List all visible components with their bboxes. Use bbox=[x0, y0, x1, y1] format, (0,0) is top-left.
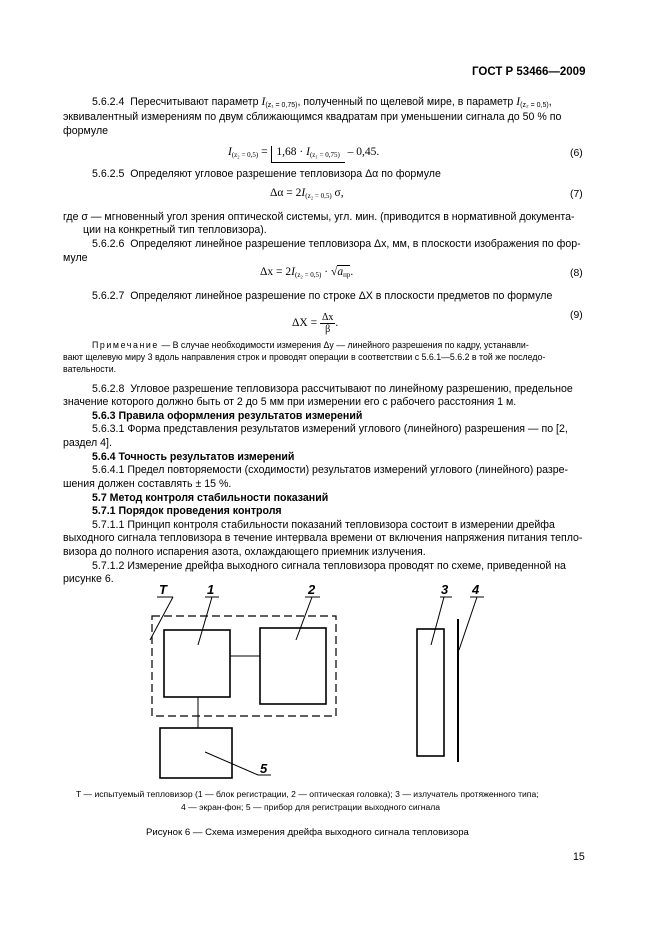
leader-2 bbox=[296, 597, 312, 640]
heading-5-6-3: 5.6.3 Правила оформления результатов измерений bbox=[92, 410, 363, 422]
note-text: — В случае необходимости измерения Δy — линейного разрешения по кадру, устанавли- bbox=[161, 340, 529, 350]
paragraph-5-6-2-8-line2: значение которого должно быть от 2 до 5 мм при измерении его с рабочего расстояния 1 м. bbox=[63, 396, 517, 408]
paragraph-5-6-2-4-line1: 5.6.2.4 Пересчитывают параметр $I_{(z_1 = 0,75)}$, полученный по щелевой мире, в параметр $I_{(z_2 = 0,5)}$, bbox=[92, 96, 552, 109]
equation-number-7: (7) bbox=[570, 189, 583, 200]
eq-tail: – 0,45. bbox=[347, 146, 380, 158]
leader-1 bbox=[198, 597, 212, 645]
label-5: 5 bbox=[260, 761, 268, 776]
paragraph-5-7-1-1-line3: визора до полного испарения азота, охлаждающего приемник излучения. bbox=[63, 546, 426, 558]
equation-8: $\Delta x = 2I_{(z_2 = 0,5)} \cdot √a_{пр}$. bbox=[260, 266, 354, 279]
sigma-definition-line1: где σ — мгновенный угол зрения оптической системы, угл. мин. (приводится в нормативной документа- bbox=[63, 211, 575, 223]
paragraph-number: 5.6.2.5 bbox=[92, 168, 125, 180]
paragraph-5-7-1-1-line2: выходного сигнала тепловизора в течение интервала времени от включения напряжения питания тепло- bbox=[63, 532, 583, 544]
label-3: 3 bbox=[441, 582, 449, 597]
eq-symbol: I bbox=[291, 266, 295, 278]
figure-legend-line1: T — испытуемый тепловизор (1 — блок регистрации, 2 — оптическая головка); 3 — излучатель протяженного типа; bbox=[76, 789, 539, 799]
eq-denominator: β bbox=[325, 324, 331, 335]
leader-4 bbox=[459, 597, 477, 650]
eq-coefficient: 1,68 · bbox=[276, 146, 304, 158]
param-symbol: I bbox=[516, 96, 521, 108]
paragraph-number: 5.6.2.4 bbox=[92, 96, 125, 108]
paragraph-number: 5.6.2.8 bbox=[92, 383, 125, 395]
equation-number-6: (6) bbox=[570, 148, 583, 159]
heading-5-7: 5.7 Метод контроля стабильности показаний bbox=[92, 492, 329, 504]
note-label: Примечание bbox=[92, 340, 159, 350]
optical-head-block bbox=[260, 628, 326, 704]
label-T: T bbox=[159, 582, 167, 597]
registration-block bbox=[164, 630, 230, 697]
paragraph-5-7-1-1-line1: 5.7.1.1 Принцип контроля стабильности показаний тепловизора состоит в измерении дрейфа bbox=[92, 519, 555, 531]
eq-lhs: Δα = 2 bbox=[270, 187, 302, 199]
paragraph-text: Угловое разрешение тепловизора рассчитывают по линейному разрешению, предельное bbox=[130, 383, 573, 395]
heading-5-6-4: 5.6.4 Точность результатов измерений bbox=[92, 451, 295, 463]
eq-lhs: ΔX = bbox=[292, 317, 318, 330]
paragraph-5-6-2-4-line2: эквивалентный измерениям по двум сближающимся квадратам при уменьшении сигнала до 50 % по bbox=[63, 111, 562, 123]
eq-subscript: (z₂ = 0,5) bbox=[231, 151, 259, 159]
equation-9: ΔX = $\frac{\Delta x}{\beta}$ . bbox=[292, 312, 339, 335]
eq-lhs: Δx = 2 bbox=[260, 266, 292, 278]
eq-symbol: I bbox=[228, 146, 232, 158]
param-symbol: I bbox=[261, 96, 266, 108]
document-header: ГОСТ Р 53466—2009 bbox=[472, 66, 586, 78]
paragraph-number: 5.6.2.7 bbox=[92, 290, 125, 302]
eq-aperture-symbol: a bbox=[337, 266, 344, 278]
paragraph-5-7-1-2-line1: 5.7.1.2 Измерение дрейфа выходного сигнала тепловизора проводят по схеме, приведенной на bbox=[92, 560, 566, 572]
paragraph-text: Определяют линейное разрешение тепловизора Δx, мм, в плоскости изображения по фор- bbox=[130, 238, 581, 250]
eq-rhs: σ, bbox=[334, 187, 344, 199]
heading-5-7-1: 5.7.1 Порядок проведения контроля bbox=[92, 505, 282, 517]
equation-6: $I_{(z_2 = 0,5)} = 1,68 \cdot I_{(z_1 = 0,75)} - 0,45$. bbox=[228, 146, 379, 163]
paragraph-5-6-2-4-line3: формуле bbox=[63, 125, 109, 137]
eq-aperture-subscript: пр bbox=[343, 271, 351, 279]
thermal-imager-outline bbox=[152, 616, 336, 716]
sigma-definition-line2: ции на конкретный тип тепловизора). bbox=[83, 224, 267, 236]
figure-caption: Рисунок 6 — Схема измерения дрейфа выходного сигнала тепловизора bbox=[146, 827, 469, 838]
param-subscript: (z₁ = 0,75) bbox=[265, 102, 298, 109]
eq-symbol: I bbox=[301, 187, 306, 199]
label-2: 2 bbox=[308, 582, 316, 597]
eq-subscript: (z₂ = 0,5) bbox=[305, 192, 332, 200]
eq-symbol: I bbox=[306, 146, 310, 158]
label-4: 4 bbox=[472, 582, 480, 597]
param-subscript: (z₂ = 0,5) bbox=[520, 102, 549, 109]
eq-subscript: (z₂ = 0,5) bbox=[294, 271, 322, 279]
eq-subscript: (z₁ = 0,75) bbox=[309, 151, 340, 159]
paragraph-5-7-1-2-line2: рисунке 6. bbox=[63, 573, 114, 585]
extended-emitter bbox=[417, 629, 444, 756]
paragraph-5-6-4-1-line2: шения должен составлять ± 15 %. bbox=[63, 478, 232, 490]
paragraph-text: Определяют угловое разрешение тепловизора Δα по формуле bbox=[130, 168, 441, 180]
paragraph-number: 5.6.2.6 bbox=[92, 238, 125, 250]
page-number: 15 bbox=[573, 851, 585, 863]
eq-numerator: Δx bbox=[321, 312, 334, 323]
signal-recorder-block bbox=[160, 728, 232, 778]
note-line3: вательности. bbox=[63, 364, 117, 374]
paragraph-text: Пересчитывают параметр bbox=[130, 96, 259, 108]
note-line2: вают щелевую миру 3 вдоль направления строк и проводят операции в соответствии с 5.6.1—5.6.2 в той же последо- bbox=[63, 352, 546, 362]
paragraph-5-6-3-1-line2: раздел 4]. bbox=[63, 437, 112, 449]
paragraph-5-6-4-1-line1: 5.6.4.1 Предел повторяемости (сходимости) результатов измерений углового (линейного) разре- bbox=[92, 464, 569, 476]
equation-number-8: (8) bbox=[570, 268, 583, 279]
paragraph-text: , полученный по щелевой мире, в параметр bbox=[297, 96, 514, 108]
leader-T bbox=[150, 597, 173, 640]
label-1: 1 bbox=[207, 582, 215, 597]
equation-number-9: (9) bbox=[570, 310, 583, 321]
figure-legend-line2: 4 — экран-фон; 5 — прибор для регистрации выходного сигнала bbox=[181, 802, 441, 812]
paragraph-text: Определяют линейное разрешение по строке ΔX в плоскости предметов по формуле bbox=[130, 290, 553, 302]
paragraph-5-6-2-6-line2: муле bbox=[63, 252, 88, 264]
eq-dot: · bbox=[324, 266, 329, 278]
paragraph-5-6-3-1-line1: 5.6.3.1 Форма представления результатов измерений углового (линейного) разрешения — по [2, bbox=[92, 423, 568, 435]
leader-3 bbox=[431, 597, 444, 645]
